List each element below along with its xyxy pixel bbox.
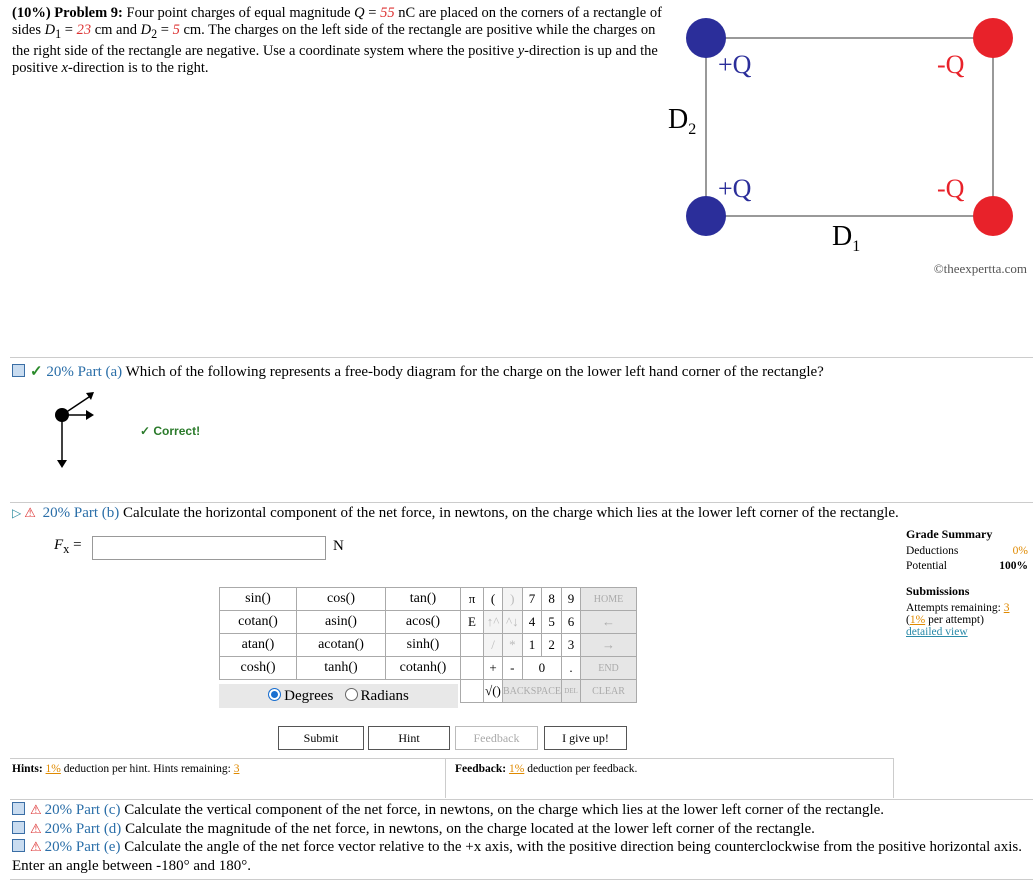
- hints-info: [12, 763, 239, 775]
- warning-icon: ⚠: [30, 802, 42, 817]
- d2-symbol: D: [140, 22, 152, 38]
- grade-summary: [906, 527, 1028, 638]
- part-c-question: Calculate the vertical component of the net force, in newtons, on the charge which lies at the lower left corner of the rectangle.: [124, 802, 885, 818]
- func-atan[interactable]: atan(): [220, 634, 297, 657]
- hints-remaining: 3: [233, 763, 240, 775]
- feedback-text: deduction per feedback.: [524, 763, 638, 775]
- free-body-diagram: [50, 390, 110, 470]
- func-sinh[interactable]: sinh(): [386, 634, 461, 657]
- per-attempt-text: per attempt): [928, 614, 984, 626]
- key-1[interactable]: 1: [522, 634, 542, 657]
- key-e[interactable]: E: [461, 611, 484, 634]
- q-value: 55: [380, 5, 395, 21]
- key-plus[interactable]: +: [484, 657, 503, 680]
- label-bottom-left: +Q: [718, 174, 752, 203]
- key-open-paren[interactable]: (: [484, 588, 503, 611]
- problem-statement: (10%) Problem 9: Four point charges of equal magnitude Q = 55 nC are placed on the corners of a rectangle of sides $D_1 = 23$ cm and $D_2 = 5$ cm. The charges on the left side of the rectangle are positive while the charges on the right side of the rectangle are negative. Use a coordinate system where the positive y-direction is up and the positive x-direction is to the right.: [12, 5, 662, 76]
- divider: [893, 758, 894, 798]
- text: nC are placed on the corners of a rectangle of sides: [12, 5, 662, 38]
- hints-pct: 1%: [45, 763, 61, 775]
- key-multiply[interactable]: *: [503, 634, 523, 657]
- key-4[interactable]: 4: [522, 611, 542, 634]
- key-blank: [461, 657, 484, 680]
- text: cm and: [91, 22, 141, 38]
- d1-label: $D_1$: [832, 221, 861, 255]
- per-attempt-line: (1% per attempt): [906, 614, 984, 626]
- give-up-button[interactable]: I give up!: [544, 726, 627, 750]
- hints-text: deduction per hint. Hints remaining:: [60, 763, 231, 775]
- func-tanh[interactable]: tanh(): [297, 657, 386, 680]
- charge-rectangle-diagram: [660, 10, 1033, 280]
- key-backspace[interactable]: BACKSPACE: [503, 680, 562, 703]
- key-caret-down[interactable]: ^↓: [503, 611, 523, 634]
- key-del[interactable]: DEL: [562, 680, 581, 703]
- collapse-icon[interactable]: [12, 364, 25, 377]
- key-clear[interactable]: CLEAR: [581, 680, 637, 703]
- correct-status: ✓ Correct!: [140, 424, 201, 438]
- radians-radio[interactable]: [345, 688, 358, 701]
- key-9[interactable]: 9: [562, 588, 581, 611]
- radians-label: Radians: [360, 688, 409, 704]
- key-end[interactable]: END: [581, 657, 637, 680]
- key-left-arrow[interactable]: ←: [581, 611, 637, 634]
- degrees-label: Degrees: [284, 688, 334, 704]
- func-acotan[interactable]: acotan(): [297, 634, 386, 657]
- deductions-label: Deductions: [906, 545, 959, 557]
- d1-symbol: D: [44, 22, 56, 38]
- submit-button[interactable]: Submit: [278, 726, 364, 750]
- part-a-header: [12, 362, 824, 381]
- key-6[interactable]: 6: [562, 611, 581, 634]
- part-a-question: Which of the following represents a free-body diagram for the charge on the lower left hand corner of the rectangle?: [125, 364, 824, 380]
- part-d-label: 20% Part (d): [44, 820, 122, 837]
- detailed-view-link[interactable]: detailed view: [906, 626, 968, 638]
- key-3[interactable]: 3: [562, 634, 581, 657]
- copyright: ©theexpertta.com: [933, 261, 1027, 276]
- key-8[interactable]: 8: [542, 588, 562, 611]
- key-minus[interactable]: -: [503, 657, 523, 680]
- part-b-header: [12, 505, 899, 522]
- divider: [10, 799, 1033, 800]
- degrees-radio[interactable]: [268, 688, 281, 701]
- key-home[interactable]: HOME: [581, 588, 637, 611]
- grade-summary-title: Grade Summary: [906, 527, 993, 541]
- q-symbol: Q: [354, 5, 365, 21]
- key-blank: [461, 634, 484, 657]
- key-0[interactable]: 0: [522, 657, 561, 680]
- text: cm. The charges on the left side of the rectangle are positive while the charges on the right side of the rectangle are negative. Use a coordinate system where the positive: [12, 22, 656, 59]
- hint-button[interactable]: Hint: [368, 726, 450, 750]
- key-7[interactable]: 7: [522, 588, 542, 611]
- key-dot[interactable]: .: [562, 657, 581, 680]
- key-2[interactable]: 2: [542, 634, 562, 657]
- part-c[interactable]: [12, 801, 1027, 820]
- attempts-value: 3: [1003, 602, 1010, 614]
- key-close-paren[interactable]: ): [503, 588, 523, 611]
- charge-bottom-right: [973, 196, 1013, 236]
- func-acos[interactable]: acos(): [386, 611, 461, 634]
- part-d[interactable]: [12, 820, 1027, 839]
- key-blank: [461, 680, 484, 703]
- function-keypad: [219, 587, 461, 680]
- part-e[interactable]: [12, 838, 1027, 875]
- warning-icon: ⚠: [30, 839, 42, 854]
- d2-value: 5: [172, 22, 180, 38]
- part-d-question: Calculate the magnitude of the net force, in newtons, on the charge located at the lower left corner of the rectangle.: [125, 820, 815, 837]
- expand-triangle-icon[interactable]: ▷: [12, 506, 22, 520]
- fx-symbol: F: [54, 537, 64, 553]
- key-right-arrow[interactable]: →: [581, 634, 637, 657]
- x-symbol: x: [61, 59, 68, 76]
- part-b-question: Calculate the horizontal component of the net force, in newtons, on the charge which lies at the lower left corner of the rectangle.: [123, 505, 899, 521]
- divider: [10, 879, 1033, 880]
- warning-icon: ⚠: [24, 505, 36, 520]
- feedback-pct: 1%: [508, 763, 525, 775]
- d1-value: 23: [76, 22, 92, 38]
- func-asin[interactable]: asin(): [297, 611, 386, 634]
- d2-label: $D_2$: [668, 104, 697, 138]
- fx-sub: x: [63, 542, 70, 556]
- equals-sign: =: [69, 537, 82, 553]
- collapse-icon[interactable]: [12, 821, 25, 834]
- text: -direction is to the right.: [67, 59, 209, 76]
- part-b-label: 20% Part (b): [42, 505, 120, 521]
- part-e-question: Calculate the angle of the net force vector relative to the +x axis, with the positive direction being counterclockwise from the positive horizontal axis. Enter an angle between -180° and 180°.: [12, 839, 1022, 874]
- feedback-info: [455, 763, 637, 775]
- fx-label: [54, 537, 82, 557]
- feedback-label: Feedback:: [455, 763, 507, 775]
- part-e-label: 20% Part (e): [44, 839, 121, 855]
- label-bottom-right: -Q: [937, 174, 965, 203]
- func-tan[interactable]: tan(): [386, 588, 461, 611]
- func-sin[interactable]: sin(): [220, 588, 297, 611]
- label-top-left: +Q: [718, 50, 752, 79]
- divider: [10, 357, 1033, 358]
- problem-weight: (10%): [12, 5, 51, 21]
- attempts-label: Attempts remaining:: [906, 602, 1001, 614]
- part-c-label: 20% Part (c): [44, 802, 121, 818]
- deductions-value: 0%: [1012, 545, 1028, 557]
- feedback-button[interactable]: Feedback: [455, 726, 538, 750]
- attempts-line: [906, 602, 1028, 614]
- divider: [10, 758, 894, 759]
- func-cosh[interactable]: cosh(): [220, 657, 297, 680]
- submissions-title: Submissions: [906, 584, 970, 598]
- charge-top-right: [973, 18, 1013, 58]
- key-5[interactable]: 5: [542, 611, 562, 634]
- d2-sub: 2: [151, 26, 158, 41]
- problem-label: Problem 9:: [54, 5, 123, 21]
- func-cotanh[interactable]: cotanh(): [386, 657, 461, 680]
- d1-sub: 1: [55, 26, 62, 41]
- key-up-caret[interactable]: ↑^: [484, 611, 503, 634]
- y-symbol: y: [517, 42, 525, 59]
- key-divide[interactable]: /: [484, 634, 503, 657]
- key-sqrt[interactable]: √(): [484, 680, 503, 703]
- divider: [10, 502, 1033, 503]
- text: =: [364, 5, 381, 21]
- func-cotan[interactable]: cotan(): [220, 611, 297, 634]
- func-cos[interactable]: cos(): [297, 588, 386, 611]
- potential-label: Potential: [906, 560, 947, 572]
- text: -direction is up and the positive: [12, 42, 658, 76]
- hints-label: Hints:: [12, 763, 43, 775]
- number-keypad: [460, 587, 637, 703]
- angle-mode: [219, 684, 458, 708]
- checkmark-icon: ✓: [30, 364, 43, 380]
- potential-value: 100%: [999, 560, 1028, 572]
- part-a-label: 20% Part (a): [46, 364, 123, 380]
- collapse-icon[interactable]: [12, 802, 25, 815]
- remaining-parts: [12, 801, 1027, 875]
- per-attempt-pct: 1%: [909, 614, 926, 626]
- label-top-right: -Q: [937, 50, 965, 79]
- answer-input[interactable]: [92, 536, 326, 560]
- unit-label: N: [333, 538, 344, 554]
- divider: [445, 758, 446, 798]
- key-pi[interactable]: π: [461, 588, 484, 611]
- text: Four point charges of equal magnitude: [126, 5, 355, 21]
- collapse-icon[interactable]: [12, 839, 25, 852]
- warning-icon: ⚠: [30, 820, 42, 836]
